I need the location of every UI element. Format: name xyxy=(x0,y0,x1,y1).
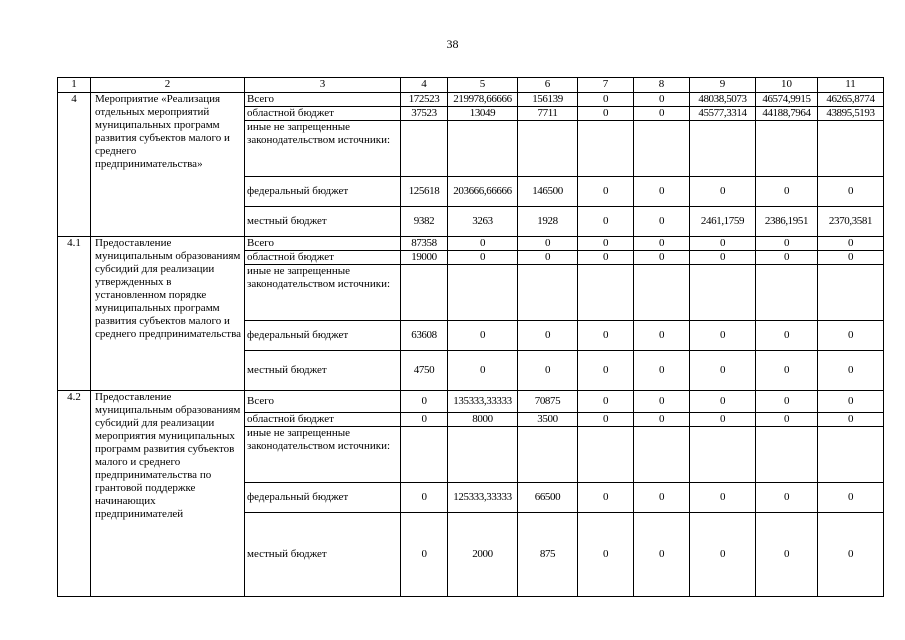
value-cell: 125618 xyxy=(401,177,448,207)
value-cell: 0 xyxy=(756,237,818,251)
value-cell: 0 xyxy=(690,251,756,265)
funding-source-label: федеральный бюджет xyxy=(245,483,401,513)
value-cell: 2461,1759 xyxy=(690,207,756,237)
value-cell xyxy=(634,427,690,483)
value-cell xyxy=(818,121,884,177)
value-cell: 0 xyxy=(634,207,690,237)
header-cell: 8 xyxy=(634,78,690,93)
funding-source-label: федеральный бюджет xyxy=(245,321,401,351)
value-cell: 0 xyxy=(578,351,634,391)
value-cell xyxy=(578,427,634,483)
header-cell: 6 xyxy=(518,78,578,93)
value-cell: 0 xyxy=(578,321,634,351)
value-cell: 0 xyxy=(818,351,884,391)
value-cell: 0 xyxy=(401,483,448,513)
value-cell xyxy=(634,121,690,177)
value-cell xyxy=(690,427,756,483)
value-cell: 0 xyxy=(578,237,634,251)
section-number: 4.2 xyxy=(58,391,91,597)
value-cell: 156139 xyxy=(518,93,578,107)
value-cell: 0 xyxy=(690,413,756,427)
value-cell xyxy=(818,427,884,483)
value-cell: 43895,5193 xyxy=(818,107,884,121)
value-cell: 0 xyxy=(818,321,884,351)
value-cell: 0 xyxy=(634,107,690,121)
value-cell: 0 xyxy=(578,513,634,597)
budget-table xyxy=(57,77,884,597)
section-number: 4 xyxy=(58,93,91,237)
header-cell: 10 xyxy=(756,78,818,93)
value-cell: 0 xyxy=(690,391,756,413)
section-name: Мероприятие «Реализация отдельных мероприятий муниципальных программ развития субъектов малого и среднего предпринимательства» xyxy=(91,93,245,237)
value-cell: 2370,3581 xyxy=(818,207,884,237)
value-cell: 2000 xyxy=(448,513,518,597)
header-cell: 2 xyxy=(91,78,245,93)
header-cell: 1 xyxy=(58,78,91,93)
table-row xyxy=(58,237,884,251)
page-number: 38 xyxy=(446,37,459,51)
funding-source-label: областной бюджет xyxy=(245,107,401,121)
value-cell: 0 xyxy=(818,237,884,251)
value-cell xyxy=(401,265,448,321)
value-cell: 48038,5073 xyxy=(690,93,756,107)
value-cell: 0 xyxy=(518,351,578,391)
value-cell: 8000 xyxy=(448,413,518,427)
value-cell: 135333,33333 xyxy=(448,391,518,413)
value-cell: 70875 xyxy=(518,391,578,413)
value-cell: 1928 xyxy=(518,207,578,237)
funding-source-label: Всего xyxy=(245,391,401,413)
value-cell: 0 xyxy=(634,391,690,413)
value-cell: 203666,66666 xyxy=(448,177,518,207)
header-cell: 5 xyxy=(448,78,518,93)
value-cell: 0 xyxy=(634,251,690,265)
section-number: 4.1 xyxy=(58,237,91,391)
value-cell: 0 xyxy=(578,177,634,207)
value-cell: 0 xyxy=(578,413,634,427)
value-cell: 0 xyxy=(401,513,448,597)
value-cell xyxy=(518,265,578,321)
value-cell: 0 xyxy=(818,413,884,427)
value-cell xyxy=(756,121,818,177)
value-cell: 9382 xyxy=(401,207,448,237)
value-cell: 0 xyxy=(518,251,578,265)
funding-source-label: местный бюджет xyxy=(245,351,401,391)
value-cell: 45577,3314 xyxy=(690,107,756,121)
header-row xyxy=(58,78,884,93)
table-row xyxy=(58,391,884,413)
value-cell: 0 xyxy=(401,413,448,427)
header-cell: 7 xyxy=(578,78,634,93)
funding-source-label: областной бюджет xyxy=(245,251,401,265)
value-cell: 0 xyxy=(756,413,818,427)
value-cell: 0 xyxy=(634,177,690,207)
value-cell: 0 xyxy=(634,413,690,427)
value-cell: 0 xyxy=(634,93,690,107)
value-cell: 0 xyxy=(690,177,756,207)
value-cell: 87358 xyxy=(401,237,448,251)
funding-source-label: федеральный бюджет xyxy=(245,177,401,207)
value-cell: 0 xyxy=(818,391,884,413)
value-cell: 0 xyxy=(634,513,690,597)
value-cell: 63608 xyxy=(401,321,448,351)
value-cell: 4750 xyxy=(401,351,448,391)
section-name: Предоставление муниципальным образованиям субсидий для реализации мероприятия муниципальных программ развития субъектов малого и среднего предпринимательства по грантовой поддержке начинающих предпринимателей xyxy=(91,391,245,597)
value-cell: 0 xyxy=(756,351,818,391)
funding-source-label: иные не запрещенные законодательством источники: xyxy=(245,265,401,321)
header-cell: 3 xyxy=(245,78,401,93)
value-cell: 0 xyxy=(756,391,818,413)
value-cell: 0 xyxy=(818,483,884,513)
value-cell: 0 xyxy=(578,207,634,237)
value-cell: 125333,33333 xyxy=(448,483,518,513)
value-cell: 0 xyxy=(690,321,756,351)
value-cell: 0 xyxy=(690,483,756,513)
value-cell: 0 xyxy=(818,177,884,207)
value-cell: 0 xyxy=(578,251,634,265)
funding-source-label: местный бюджет xyxy=(245,513,401,597)
value-cell: 2386,1951 xyxy=(756,207,818,237)
value-cell: 0 xyxy=(634,483,690,513)
value-cell xyxy=(518,121,578,177)
value-cell: 0 xyxy=(448,321,518,351)
value-cell xyxy=(634,265,690,321)
value-cell: 3500 xyxy=(518,413,578,427)
value-cell: 0 xyxy=(448,251,518,265)
value-cell: 46574,9915 xyxy=(756,93,818,107)
value-cell xyxy=(401,121,448,177)
funding-source-label: Всего xyxy=(245,237,401,251)
funding-source-label: иные не запрещенные законодательством источники: xyxy=(245,121,401,177)
value-cell: 13049 xyxy=(448,107,518,121)
value-cell: 0 xyxy=(448,237,518,251)
value-cell: 0 xyxy=(818,251,884,265)
value-cell xyxy=(448,121,518,177)
value-cell: 44188,7964 xyxy=(756,107,818,121)
funding-source-label: областной бюджет xyxy=(245,413,401,427)
header-cell: 11 xyxy=(818,78,884,93)
value-cell: 875 xyxy=(518,513,578,597)
value-cell xyxy=(578,121,634,177)
section-name: Предоставление муниципальным образованиям субсидий для реализации утвержденных в установленном порядке муниципальных программ развития субъектов малого и среднего предпринимательства xyxy=(91,237,245,391)
value-cell: 7711 xyxy=(518,107,578,121)
value-cell: 219978,66666 xyxy=(448,93,518,107)
table-row xyxy=(58,93,884,107)
value-cell: 0 xyxy=(401,391,448,413)
value-cell: 0 xyxy=(448,351,518,391)
value-cell: 0 xyxy=(634,237,690,251)
value-cell xyxy=(690,121,756,177)
value-cell xyxy=(448,427,518,483)
value-cell: 172523 xyxy=(401,93,448,107)
value-cell: 46265,8774 xyxy=(818,93,884,107)
value-cell: 0 xyxy=(690,237,756,251)
value-cell: 3263 xyxy=(448,207,518,237)
value-cell: 19000 xyxy=(401,251,448,265)
value-cell xyxy=(401,427,448,483)
value-cell: 0 xyxy=(756,251,818,265)
value-cell: 0 xyxy=(634,351,690,391)
value-cell xyxy=(756,265,818,321)
value-cell: 0 xyxy=(818,513,884,597)
header-cell: 9 xyxy=(690,78,756,93)
value-cell xyxy=(756,427,818,483)
value-cell: 0 xyxy=(578,483,634,513)
value-cell: 0 xyxy=(578,107,634,121)
funding-source-label: местный бюджет xyxy=(245,207,401,237)
value-cell: 146500 xyxy=(518,177,578,207)
value-cell: 0 xyxy=(634,321,690,351)
value-cell: 0 xyxy=(690,513,756,597)
value-cell: 66500 xyxy=(518,483,578,513)
value-cell: 0 xyxy=(756,483,818,513)
value-cell: 0 xyxy=(518,321,578,351)
value-cell: 0 xyxy=(578,391,634,413)
value-cell: 37523 xyxy=(401,107,448,121)
value-cell: 0 xyxy=(756,321,818,351)
value-cell xyxy=(690,265,756,321)
value-cell: 0 xyxy=(756,513,818,597)
value-cell xyxy=(518,427,578,483)
value-cell xyxy=(448,265,518,321)
value-cell: 0 xyxy=(518,237,578,251)
value-cell: 0 xyxy=(690,351,756,391)
funding-source-label: Всего xyxy=(245,93,401,107)
value-cell: 0 xyxy=(578,93,634,107)
value-cell xyxy=(818,265,884,321)
value-cell xyxy=(578,265,634,321)
funding-source-label: иные не запрещенные законодательством источники: xyxy=(245,427,401,483)
header-cell: 4 xyxy=(401,78,448,93)
value-cell: 0 xyxy=(756,177,818,207)
